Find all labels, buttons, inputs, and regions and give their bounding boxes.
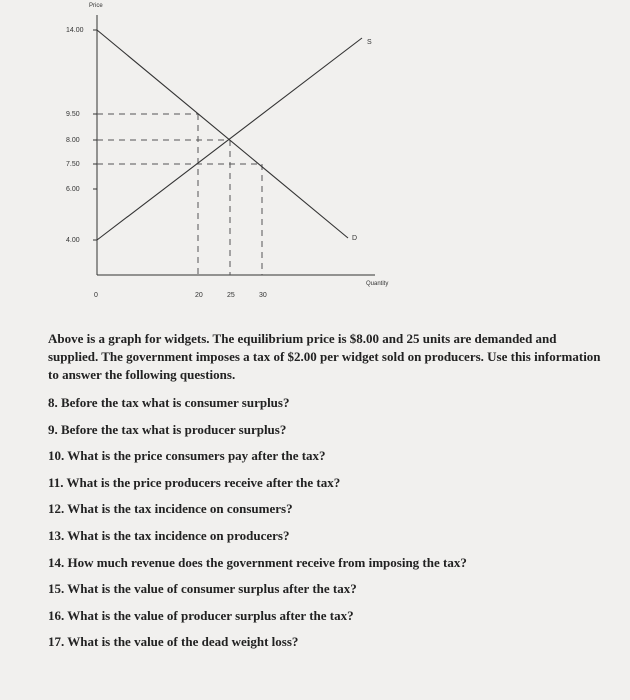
x-axis-title: Quantity — [366, 281, 389, 287]
x-tick-label: 25 — [227, 292, 235, 299]
x-tick-label: 30 — [259, 292, 267, 299]
y-tick-label: 7.50 — [66, 161, 80, 168]
supply-demand-graph — [0, 0, 630, 320]
x-tick-label: 0 — [94, 292, 98, 299]
dashed-guides — [97, 114, 262, 275]
y-axis-title: Price — [89, 3, 103, 9]
y-tick-label: 9.50 — [66, 111, 80, 118]
question-12: 12. What is the tax incidence on consumers? — [48, 501, 293, 517]
question-15: 15. What is the value of consumer surplus after the tax? — [48, 581, 357, 597]
y-tick-label: 8.00 — [66, 137, 80, 144]
y-tick-label: 6.00 — [66, 186, 80, 193]
question-17: 17. What is the value of the dead weight loss? — [48, 634, 299, 650]
question-16: 16. What is the value of producer surplus after the tax? — [48, 607, 354, 623]
intro-paragraph: Above is a graph for widgets. The equilibrium price is $8.00 and 25 units are demanded and supplied. The government imposes a tax of $2.00 per widget sold on producers. Use this information to answer the following questions. — [48, 331, 601, 382]
y-tick-label: 4.00 — [66, 237, 80, 244]
question-13: 13. What is the tax incidence on producers? — [48, 527, 290, 543]
demand-label: D — [352, 235, 358, 242]
y-tick-label: 14.00 — [66, 27, 84, 34]
x-tick-label: 20 — [195, 292, 203, 299]
demand-curve — [97, 30, 348, 238]
question-9: 9. Before the tax what is producer surplus? — [48, 421, 287, 437]
problem-text — [48, 330, 608, 660]
question-14: 14. How much revenue does the government receive from imposing the tax? — [48, 554, 467, 570]
question-8: 8. Before the tax what is consumer surplus? — [48, 395, 290, 410]
question-10: 10. What is the price consumers pay after the tax? — [48, 448, 326, 464]
supply-label: S — [367, 39, 372, 46]
question-11: 11. What is the price producers receive after the tax? — [48, 474, 341, 490]
